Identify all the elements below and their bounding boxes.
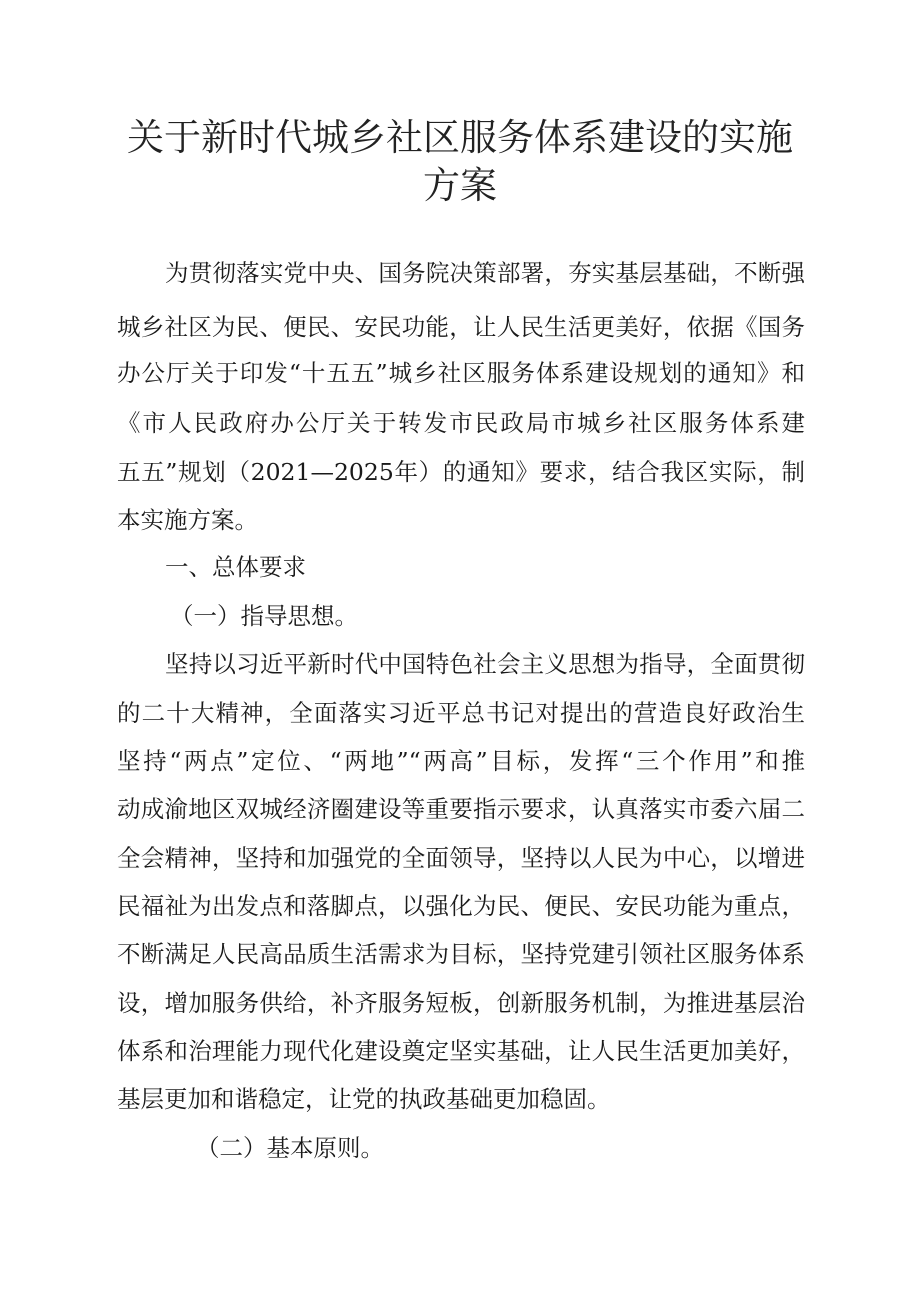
document-title-line-1: 关于新时代城乡社区服务体系建设的实施 bbox=[127, 116, 793, 159]
paragraph-2-line: 的二十大精神，全面落实习近平总书记对提出的营造良好政治生 bbox=[117, 699, 805, 727]
paragraph-2-line: 不断满足人民高品质生活需求为目标，坚持党建引领社区服务体系 bbox=[117, 940, 805, 968]
paragraph-2-line: 全会精神，坚持和加强党的全面领导，坚持以人民为中心，以增进 bbox=[117, 844, 805, 872]
paragraph-1-line: 城乡社区为民、便民、安民功能，让人民生活更美好，依据《国务 bbox=[117, 313, 805, 341]
section-heading: 一、总体要求 bbox=[165, 553, 306, 581]
paragraph-1-line: 本实施方案。 bbox=[117, 506, 258, 534]
paragraph-1-line: 办公厅关于印发“十五五”城乡社区服务体系建设规划的通知》和 bbox=[117, 359, 805, 387]
paragraph-2-line: 动成渝地区双城经济圈建设等重要指示要求，认真落实市委六届二 bbox=[117, 795, 805, 823]
paragraph-2-line: 基层更加和谐稳定，让党的执政基础更加稳固。 bbox=[117, 1085, 611, 1113]
paragraph-2-line: 设，增加服务供给，补齐服务短板，创新服务机制，为推进基层治 bbox=[117, 989, 805, 1017]
paragraph-1-line: 《市人民政府办公厅关于转发市民政局市城乡社区服务体系建 bbox=[117, 409, 805, 437]
paragraph-2-line: 坚持以习近平新时代中国特色社会主义思想为指导，全面贯彻 bbox=[165, 650, 805, 678]
subsection-heading: （一）指导思想。 bbox=[170, 602, 358, 630]
paragraph-2-line: 民福祉为出发点和落脚点，以强化为民、便民、安民功能为重点， bbox=[117, 892, 805, 920]
paragraph-1-line: 为贯彻落实党中央、国务院决策部署，夯实基层基础，不断强 bbox=[165, 259, 805, 287]
paragraph-1-line: 五五”规划（2021—2025年）的通知》要求，结合我区实际，制 bbox=[117, 458, 805, 486]
paragraph-2-line: 体系和治理能力现代化建设奠定坚实基础，让人民生活更加美好， bbox=[117, 1037, 805, 1065]
document-title-line-2: 方案 bbox=[423, 164, 497, 207]
subsection-heading: （二）基本原则。 bbox=[196, 1134, 384, 1162]
paragraph-2-line: 坚持“两点”定位、“两地”“两高”目标，发挥“三个作用”和推 bbox=[117, 747, 805, 775]
